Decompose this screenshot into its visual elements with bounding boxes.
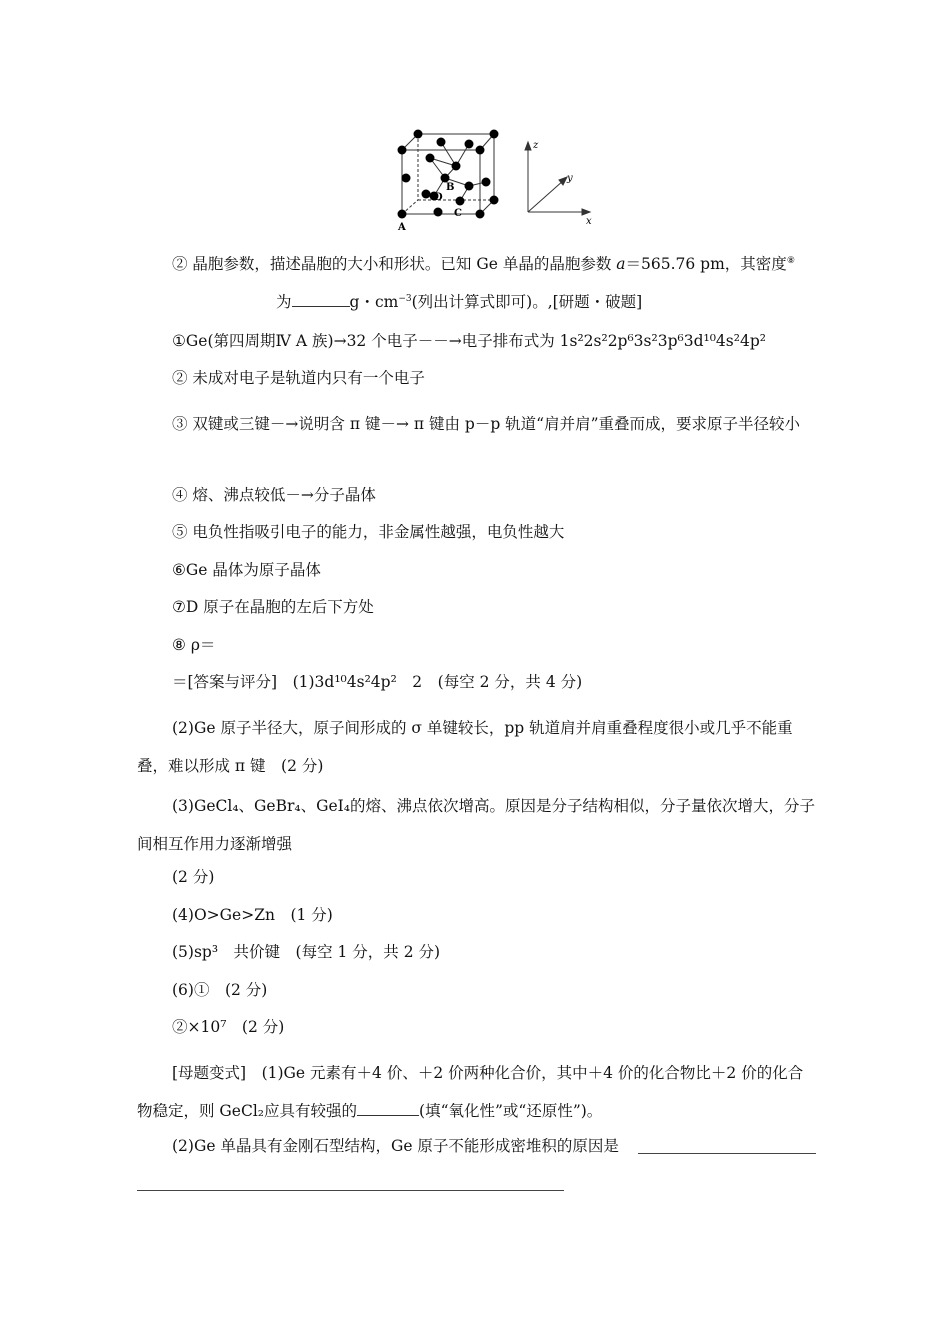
variant-2-blank-line-2[interactable] xyxy=(137,1190,564,1191)
variant-1-suffix: (填“氧化性”或“还原性”)。 xyxy=(419,1102,603,1120)
answer-6: (6)① (2 分) xyxy=(172,981,268,999)
question-density-blank-line xyxy=(276,291,950,313)
question-density-value: ＝565.76 pm，其密度 xyxy=(625,255,787,273)
variant-1 xyxy=(137,1054,817,1130)
axis-z-label: z xyxy=(533,140,539,151)
note-6: ⑥Ge 晶体为原子晶体 xyxy=(172,561,321,579)
label-c: C xyxy=(454,208,462,219)
note-8: ⑧ ρ＝ xyxy=(172,636,216,654)
answer-2: (2)Ge 原子半径大，原子间形成的 σ 单键较长，pp 轨道肩并肩重叠程度很小或几乎不能重叠，难以形成 π 键 (2 分) xyxy=(137,719,793,775)
label-d: D xyxy=(434,192,443,203)
axis-x-label: x xyxy=(586,216,592,227)
note-3: ③ 双键或三键－→说明含 π 键－→ π 键由 p－p 轨道“肩并肩”重叠而成，要求原子半径较小 xyxy=(172,415,801,433)
question-density xyxy=(172,253,852,275)
answer-4: (4)O>Ge>Zn (1 分) xyxy=(172,906,333,924)
answer-5: (5)sp³ 共价键 (每空 1 分，共 2 分) xyxy=(172,943,441,961)
blank-suffix: (列出计算式即可)。,[研题・破题] xyxy=(411,293,643,311)
variant-2-text: (2)Ge 单晶具有金刚石型结构，Ge 原子不能形成密堆积的原因是 xyxy=(172,1137,619,1155)
note-4: ④ 熔、沸点较低－→分子晶体 xyxy=(172,486,376,504)
answer-3: (3)GeCl₄、GeBr₄、GeI₄的熔、沸点依次增高。原因是分子结构相似，分子量依次增大，分子间相互作用力逐渐增强 xyxy=(137,797,816,853)
answer-1: ＝[答案与评分] (1)3d¹⁰4s²4p² 2 (每空 2 分，共 4 分) xyxy=(172,673,583,691)
blank-prefix: 为 xyxy=(276,293,292,311)
note-5: ⑤ 电负性指吸引电子的能力，非金属性越强，电负性越大 xyxy=(172,523,565,541)
variant-1-text: [母题变式] (1)Ge 元素有＋4 价、＋2 价两种化合价，其中＋4 价的化合物比＋2 价的化合物稳定，则 GeCl₂应具有较强的 xyxy=(137,1064,804,1120)
note-1: ①Ge(第四周期Ⅳ A 族)→32 个电子－－→电子排布式为 1s²2s²2p⁶3s²3p⁶3d¹⁰4s²4p² xyxy=(172,332,766,350)
note-7: ⑦D 原子在晶胞的左后下方处 xyxy=(172,598,374,616)
unit: g・cm xyxy=(349,293,399,311)
answer-3-score: (2 分) xyxy=(172,868,215,886)
crystal-cell-figure xyxy=(390,126,610,238)
answer-blank[interactable] xyxy=(292,292,350,307)
answer-6b: ②×10⁷ (2 分) xyxy=(172,1018,285,1036)
variant-1-blank[interactable] xyxy=(357,1101,419,1116)
variant-2-blank[interactable] xyxy=(638,1153,816,1154)
crystal-cell-svg xyxy=(390,126,610,238)
label-b: B xyxy=(446,182,455,193)
footnote-ref: ⑧ xyxy=(786,256,795,266)
axis-y-label: y xyxy=(567,173,573,184)
param-a: a xyxy=(616,255,626,273)
question-density-text: ② 晶胞参数，描述晶胞的大小和形状。已知 Ge 单晶的晶胞参数 xyxy=(172,255,617,273)
label-a: A xyxy=(398,222,406,233)
unit-exponent: −3 xyxy=(398,294,412,304)
note-2: ② 未成对电子是轨道内只有一个电子 xyxy=(172,369,425,387)
